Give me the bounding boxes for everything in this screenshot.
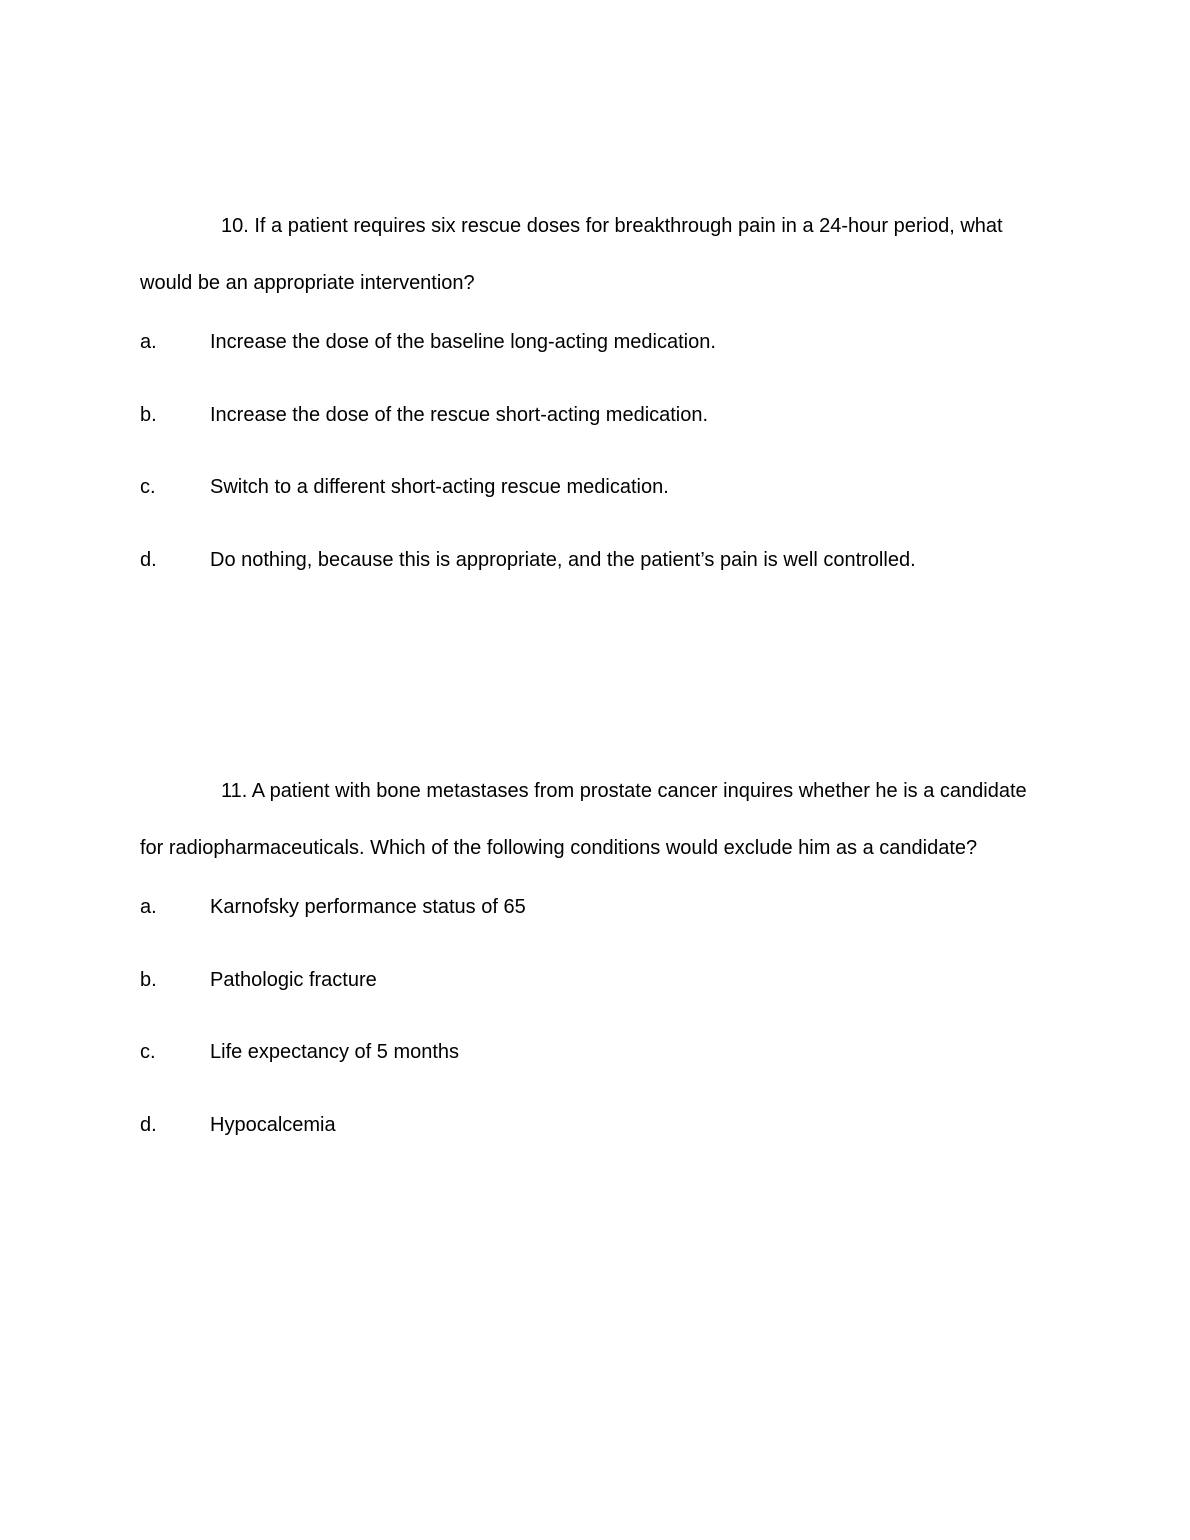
option-text: Pathologic fracture [210, 968, 377, 991]
option-text: Life expectancy of 5 months [210, 1041, 460, 1063]
option-text: Do nothing, because this is appropriate, and the patient’s pain is well controlled. [210, 548, 916, 571]
question-stem: 10. If a patient requires six rescue doses for breakthrough pain in a 24-hour period, what would be an appropriate intervention? [140, 215, 1003, 294]
answer-options [140, 327, 1050, 617]
option-a [140, 327, 1050, 400]
option-c [140, 472, 1050, 545]
option-b [140, 400, 1050, 473]
option-letter: a. [140, 331, 157, 353]
option-letter: c. [140, 1041, 156, 1063]
option-letter: c. [140, 476, 156, 498]
option-text: Increase the dose of the rescue short-acting medication. [210, 403, 709, 426]
question-stem: 11. A patient with bone metastases from prostate cancer inquires whether he is a candidate for radiopharmaceuticals. Which of the following conditions would exclude him as a candidate? [140, 780, 1027, 859]
option-a [140, 892, 1050, 965]
option-letter: b. [140, 968, 157, 991]
option-text: Hypocalcemia [210, 1113, 336, 1136]
option-letter: d. [140, 548, 157, 571]
option-letter: d. [140, 1113, 157, 1136]
option-text: Karnofsky performance status of 65 [210, 896, 526, 918]
question-10 [140, 198, 1050, 617]
question-11 [140, 763, 1050, 1182]
option-d [140, 1110, 1050, 1183]
option-letter: b. [140, 403, 157, 426]
option-b [140, 965, 1050, 1038]
option-text: Increase the dose of the baseline long-acting medication. [210, 331, 716, 353]
answer-options [140, 892, 1050, 1182]
option-c [140, 1037, 1050, 1110]
option-text: Switch to a different short-acting rescue medication. [210, 476, 669, 498]
option-letter: a. [140, 896, 157, 918]
option-d [140, 545, 1050, 618]
